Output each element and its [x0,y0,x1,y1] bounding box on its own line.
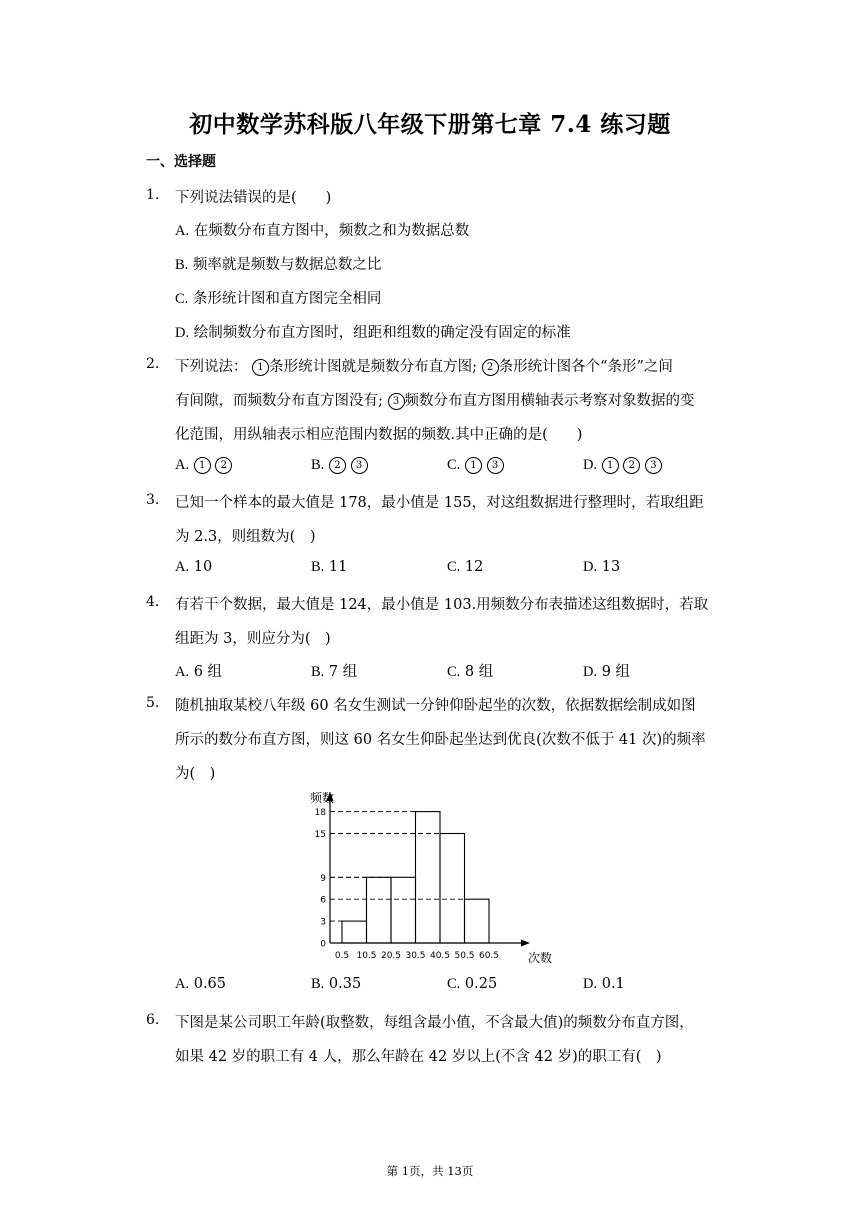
histogram-bar [391,877,416,943]
option-a [175,976,226,993]
question-number: 6. [146,1012,160,1028]
chart-axes [327,792,531,947]
option-label: A. [175,559,190,575]
histogram-bar [342,921,367,943]
question-stem-line: 如果 42 岁的职工有 4 人，那么年龄在 42 岁以上(不含 42 岁)的职工有( ) [175,1049,662,1065]
option-text: 绘制频数分布直方图时，组距和组数的确定没有固定的标准 [193,325,571,341]
option-b [311,976,361,993]
x-tick-label: 10.5 [356,951,377,961]
x-tick-label: 50.5 [454,951,475,961]
option-label: C. [175,291,189,307]
option-text: 13 [601,559,621,575]
option-label: B. [311,559,325,575]
option-text: 6 组 [193,664,223,680]
option-text: 条形统计图和直方图完全相同 [192,291,382,307]
option-text: 0.1 [601,976,625,992]
option-text: 0.25 [464,976,498,992]
option-text: 8 组 [464,664,494,680]
option-label: C. [447,664,461,680]
question-stem-line: 化范围，用纵轴表示相应范围内数据的频数.其中正确的是( ) [175,427,583,443]
option-c [447,559,483,576]
option-c [447,660,493,681]
option-b [311,457,368,474]
question-stem-line: 随机抽取某校八年级 60 名女生测试一分钟仰卧起坐的次数，依据数据绘制成如图 [175,698,696,714]
y-axis-label: 频数 [310,791,335,805]
option-b [175,253,381,274]
option-label: A. [175,664,190,680]
stem-text: 条形统计图各个“条形”之间 [498,359,673,375]
option-c [447,976,497,993]
option-a [175,457,232,474]
circled-number: 3 [645,457,662,474]
option-c [447,457,504,474]
question-stem-line: 为( ) [175,766,216,782]
x-axis-arrow [521,940,530,947]
x-tick-label: 20.5 [380,951,402,961]
question-number: 5. [146,695,160,711]
question-number: 2. [146,356,160,372]
option-text: 7 组 [328,664,358,680]
question-number: 4. [146,594,160,610]
option-label: A. [175,457,190,473]
circled-number: 2 [623,457,640,474]
circled-number: 3 [351,457,368,474]
option-a [175,660,222,681]
histogram-bar [416,812,441,943]
histogram-bar [367,877,392,943]
question-stem-line: 为 2.3，则组数为( ) [175,529,316,545]
option-text: 0.65 [193,976,227,992]
circled-number: 1 [252,359,269,376]
option-text: 频率就是频数与数据总数之比 [192,257,382,273]
question-stem-line: 所示的数分布直方图，则这 60 名女生仰卧起坐达到优良(次数不低于 41 次)的频率 [175,732,706,748]
x-axis-label: 次数 [528,951,553,965]
option-label: D. [583,457,598,473]
question-stem-line [175,355,673,376]
x-tick-label: 30.5 [405,951,426,961]
stem-text: 有间隙，而频数分布直方图没有; [175,393,383,409]
option-label: B. [311,664,325,680]
document-title: 初中数学苏科版八年级下册第七章 7.4 练习题 [189,111,671,138]
option-b [311,660,357,681]
option-c [175,287,381,308]
question-stem-line [175,389,695,410]
option-d [583,976,625,993]
option-label: C. [447,976,461,992]
option-text: 0.35 [328,976,362,992]
section-heading: 一、选择题 [146,154,216,170]
option-label: D. [583,559,598,575]
stem-text: 条形统计图就是频数分布直方图; [269,359,477,375]
option-d [175,321,571,342]
x-tick-label: 0.5 [334,951,350,961]
option-label: C. [447,559,461,575]
option-a [175,559,212,576]
option-label: C. [447,457,461,473]
question-stem-line: 有若干个数据，最大值是 124，最小值是 103.用频数分布表描述这组数据时，若取 [175,597,709,613]
circled-number: 1 [194,457,211,474]
question-number: 1. [146,187,160,203]
circled-number: 2 [482,359,499,376]
circled-number: 3 [388,393,405,410]
option-label: D. [583,664,598,680]
option-text: 12 [464,559,484,575]
stem-text: 下列说法： [175,359,248,375]
option-a [175,219,469,240]
x-tick-label: 40.5 [429,951,451,961]
y-tick-label: 3 [320,917,326,928]
option-text: 10 [193,559,213,575]
circled-number: 3 [487,457,504,474]
frequency-histogram [300,782,580,972]
option-label: B. [311,457,325,473]
option-text: 9 组 [601,664,631,680]
page-footer: 第 1页，共 13页 [386,1164,474,1178]
option-d [583,457,662,474]
x-tick-label: 60.5 [478,951,500,961]
circled-number: 2 [329,457,346,474]
option-label: B. [311,976,325,992]
question-stem-line: 已知一个样本的最大值是 178，最小值是 155，对这组数据进行整理时，若取组距 [175,495,704,511]
option-label: D. [583,976,598,992]
question-number: 3. [146,492,160,508]
option-d [583,559,620,576]
option-d [583,660,630,681]
option-label: A. [175,223,190,239]
option-b [311,559,347,576]
option-label: A. [175,976,190,992]
question-stem: 下列说法错误的是( ) [175,190,332,206]
y-tick-label: 18 [314,808,326,819]
question-stem-line: 下图是某公司职工年龄(取整数，每组含最小值，不含最大值)的频数分布直方图， [175,1015,694,1031]
question-stem-line: 组距为 3，则应分为( ) [175,631,331,647]
option-label: B. [175,257,189,273]
circled-number: 1 [465,457,482,474]
y-tick-label: 0 [320,939,326,950]
y-tick-label: 9 [320,873,326,884]
stem-text: 频数分布直方图用横轴表示考察对象数据的变 [404,393,695,409]
option-text: 11 [328,559,348,575]
histogram-bar [440,834,465,944]
circled-number: 1 [602,457,619,474]
y-tick-label: 15 [314,830,326,840]
histogram-bar [465,899,490,943]
y-tick-label: 6 [320,895,326,906]
circled-number: 2 [215,457,232,474]
option-label: D. [175,325,190,341]
option-text: 在频数分布直方图中，频数之和为数据总数 [193,223,470,239]
